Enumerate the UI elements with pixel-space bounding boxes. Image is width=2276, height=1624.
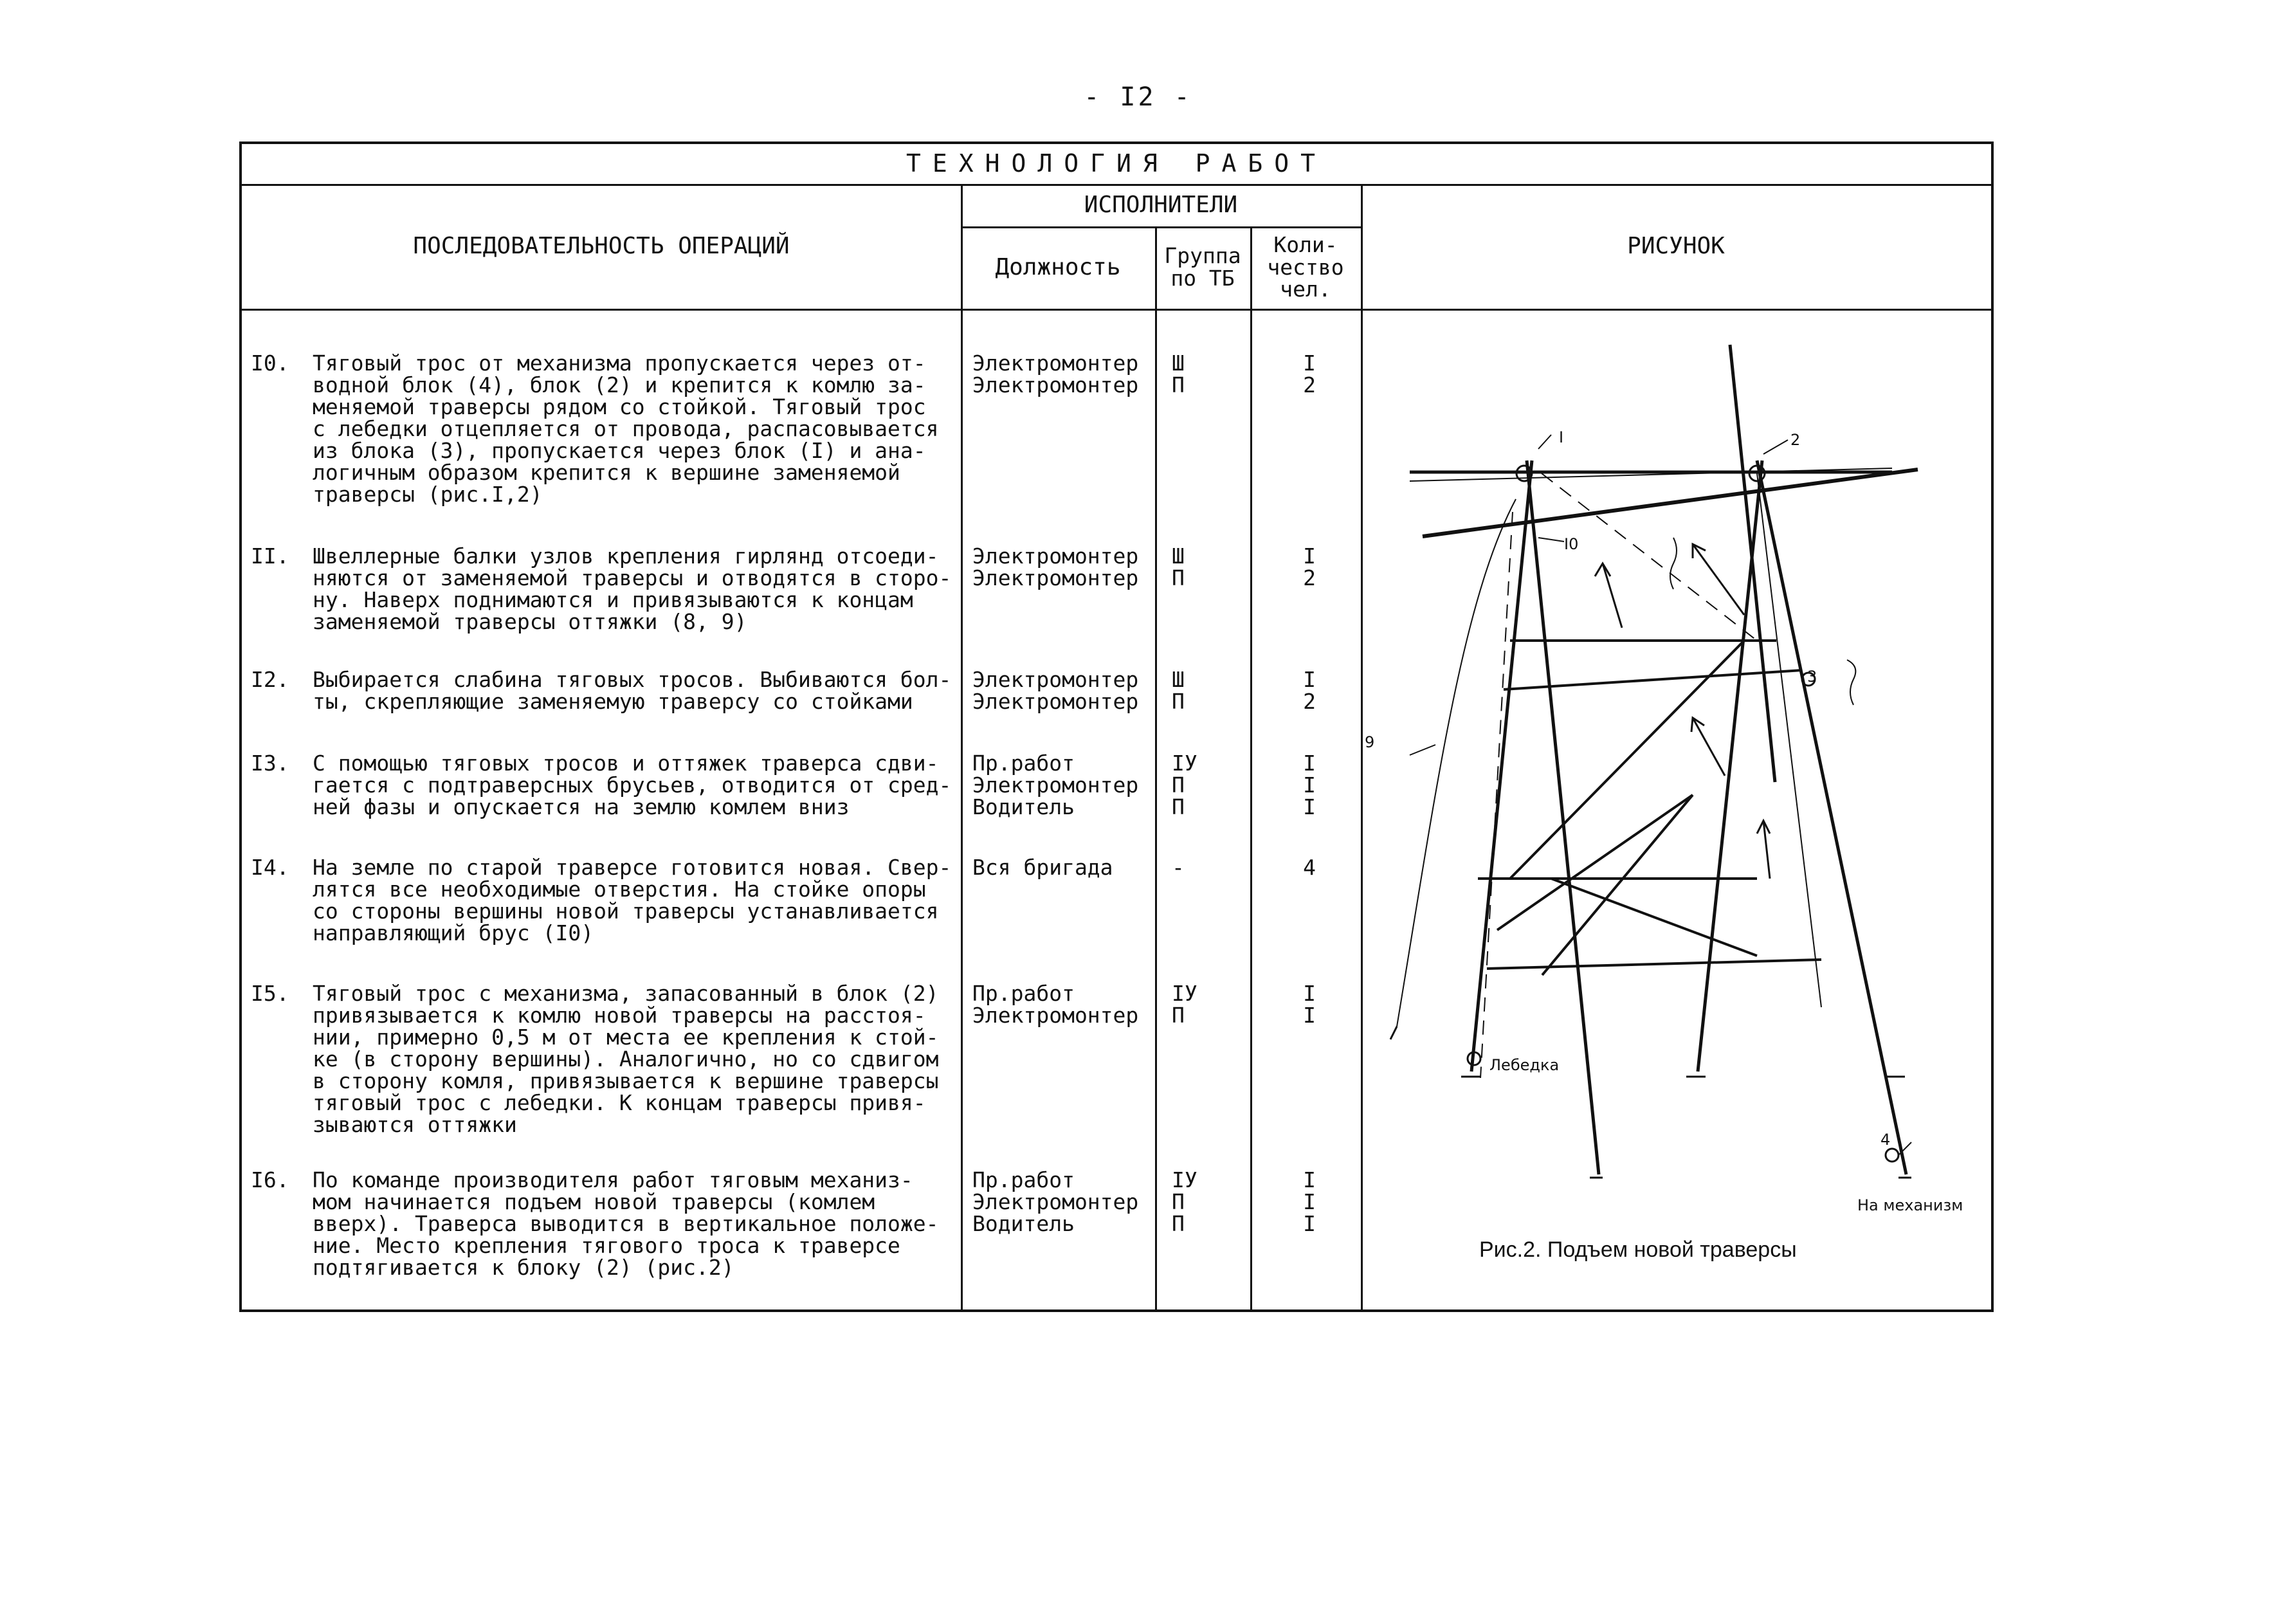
operation-text: Швеллерные балки узлов крепления гирлянд отсоеди- няются от заменяемой траверсы и отводятся в сторо- ну. Наверх поднимаются и привязываются к концам заменяемой траверсы оттяжки (8, 9) bbox=[313, 543, 952, 634]
guy-line-9 bbox=[1397, 499, 1516, 1026]
row-positions: Электромонтер Электромонтер bbox=[972, 351, 1139, 397]
operation-text: Выбирается слабина тяговых тросов. Выбиваются бол- ты, скрепляющие заменяемую траверсу со стойками bbox=[313, 667, 952, 714]
label-mechanism: На механизм bbox=[1857, 1196, 1963, 1214]
operation-text: Тяговый трос с механизма, запасованный в блок (2) привязывается к комлю новой траверсы на расстоя- нии, примерно 0,5 м от места ее крепления к стой- ке (в сторону вершины). Аналогично, но со сдвигом в сторону комля, привязывается к вершине траверсы тяговый трос с лебедки. К концам траверсы привя- зываются оттяжки bbox=[313, 981, 939, 1137]
label-block-4: 4 bbox=[1880, 1131, 1891, 1149]
operation-row bbox=[251, 667, 952, 756]
slack-mark bbox=[1847, 660, 1855, 705]
new-traverse bbox=[1423, 470, 1918, 536]
operation-number: I0. bbox=[251, 351, 289, 376]
operation-row bbox=[251, 855, 952, 945]
col-divider-operations bbox=[961, 184, 963, 1309]
header-performers: ИСПОЛНИТЕЛИ bbox=[1084, 192, 1238, 219]
row-positions: Пр.работ Электромонтер bbox=[972, 981, 1139, 1028]
arrow-head bbox=[1691, 718, 1704, 732]
label-block-1: I bbox=[1559, 428, 1564, 446]
row-counts: 4 bbox=[1303, 855, 1316, 880]
row-counts: I 2 bbox=[1303, 667, 1316, 714]
diagonal-brace bbox=[1510, 641, 1744, 879]
row-counts: I I I bbox=[1303, 751, 1316, 819]
row-positions: Электромонтер Электромонтер bbox=[972, 543, 1139, 590]
operation-text: По команде производителя работ тяговым механиз- мом начинается подъем новой траверсы (комлем вверх). Траверса выводится в вертикальное положе- ние. Место крепления тягового троса к траверсе подтягивается к блоку (2) (рис.2) bbox=[313, 1167, 939, 1280]
col-divider-count bbox=[1250, 226, 1252, 1309]
leader-line bbox=[1410, 745, 1435, 755]
row-positions: Электромонтер Электромонтер bbox=[972, 667, 1139, 714]
row-groups: Ш П bbox=[1172, 543, 1185, 590]
label-guy-9: 9 bbox=[1365, 733, 1375, 751]
header-position: Должность bbox=[995, 254, 1121, 281]
arrow bbox=[1763, 821, 1770, 879]
header-operations: ПОСЛЕДОВАТЕЛЬНОСТЬ ОПЕРАЦИЙ bbox=[413, 233, 790, 260]
row-counts: I I I bbox=[1303, 1167, 1316, 1236]
figure-caption: Рис.2. Подъем новой траверсы bbox=[1479, 1237, 1797, 1262]
operation-number: I4. bbox=[251, 855, 289, 880]
rope bbox=[1480, 512, 1513, 1078]
old-traverse-edge bbox=[1410, 468, 1892, 481]
row-positions: Пр.работ Электромонтер Водитель bbox=[972, 751, 1139, 819]
rope bbox=[1542, 473, 1757, 641]
header-group: Группа по ТБ bbox=[1164, 243, 1241, 291]
page-number: - I2 - bbox=[1084, 82, 1192, 112]
operation-text: На земле по старой траверсе готовится новая. Свер- лятся все необходимые отверстия. На стойке опоры со стороны вершины новой траверсы устанавливается направляющий брус (I0) bbox=[313, 855, 952, 945]
leader-line bbox=[1538, 435, 1551, 449]
arrow-head bbox=[1390, 1026, 1397, 1039]
left-leg-outer bbox=[1471, 461, 1532, 1072]
operation-row bbox=[251, 751, 952, 840]
tower-figure bbox=[1358, 152, 1989, 1245]
operation-row bbox=[251, 981, 939, 1137]
row-counts: I 2 bbox=[1303, 351, 1316, 397]
rope bbox=[1757, 473, 1821, 1007]
operation-number: I3. bbox=[251, 751, 289, 776]
arrow bbox=[1603, 563, 1622, 628]
arrow bbox=[1693, 544, 1744, 615]
col-divider-group bbox=[1155, 226, 1157, 1309]
row-groups: - bbox=[1172, 855, 1185, 880]
row-counts: I 2 bbox=[1303, 543, 1316, 590]
operation-text: С помощью тяговых тросов и оттяжек траверса сдви- гается с подтраверсных брусьев, отводится от сред- ней фазы и опускается на землю комлем вниз bbox=[313, 751, 952, 819]
row-groups: IУ П П bbox=[1172, 751, 1197, 819]
operation-number: I5. bbox=[251, 981, 289, 1006]
row-groups: Ш П bbox=[1172, 667, 1185, 714]
label-winch: Лебедка bbox=[1489, 1056, 1560, 1074]
row-counts: I I bbox=[1303, 981, 1316, 1028]
row-groups: IУ П П bbox=[1172, 1167, 1197, 1236]
table-title: ТЕХНОЛОГИЯ РАБОТ bbox=[906, 149, 1327, 178]
row-groups: IУ П bbox=[1172, 981, 1197, 1028]
pulley-block bbox=[1886, 1149, 1898, 1162]
row-groups: Ш П bbox=[1172, 351, 1185, 397]
leader-line bbox=[1763, 440, 1788, 454]
row-positions: Вся бригада bbox=[972, 855, 1113, 880]
diagonal-brace bbox=[1551, 879, 1757, 956]
slack-mark bbox=[1670, 538, 1677, 589]
operation-row bbox=[251, 1167, 939, 1280]
label-block-2: 2 bbox=[1790, 431, 1801, 449]
cross-beam bbox=[1487, 960, 1821, 969]
operation-number: I2. bbox=[251, 667, 289, 692]
operation-number: I6. bbox=[251, 1167, 289, 1192]
operation-row bbox=[251, 351, 939, 507]
operation-text: Тяговый трос от механизма пропускается через от- водной блок (4), блок (2) и крепится к комлю за- меняемой траверсы рядом со стойкой. Тяговый трос с лебедки отцепляется от провода, распасовывается из блока (3), пропускается через блок (I) и ана- логичным образом крепится к вершине заменяемой траверсы (рис.I,2) bbox=[313, 351, 939, 507]
right-leg-outer bbox=[1757, 461, 1906, 1174]
row-positions: Пр.работ Электромонтер Водитель bbox=[972, 1167, 1139, 1236]
header-count: Коли- чество чел. bbox=[1267, 232, 1344, 302]
operation-number: II. bbox=[251, 543, 289, 569]
label-guide: I0 bbox=[1564, 535, 1579, 553]
operation-row bbox=[251, 543, 952, 634]
header-figure: РИСУНОК bbox=[1627, 233, 1725, 260]
label-block-3: 3 bbox=[1807, 668, 1817, 686]
arrow bbox=[1693, 718, 1725, 776]
leader-line bbox=[1538, 538, 1564, 542]
